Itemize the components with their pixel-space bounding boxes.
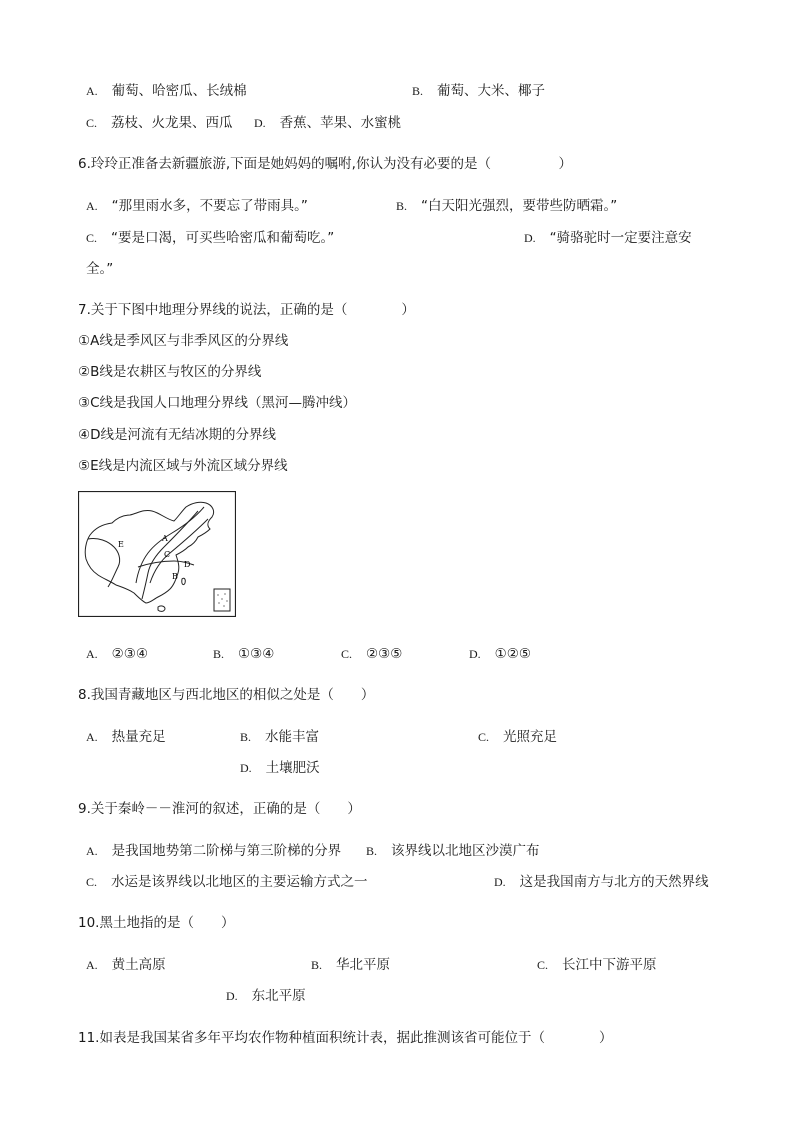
q10-option-a	[86, 956, 166, 974]
option-text: 黄土高原	[111, 957, 166, 973]
q7-stem: 7.关于下图中地理分界线的说法，正确的是（ ）	[78, 302, 415, 318]
option-letter: B.	[311, 958, 323, 972]
option-letter: A.	[86, 958, 98, 972]
option-letter: C.	[86, 116, 98, 130]
option-text: 香蕉、苹果、水蜜桃	[279, 115, 402, 131]
q6-option-a	[86, 197, 308, 215]
option-letter: C.	[537, 958, 549, 972]
option-letter: D.	[469, 647, 481, 661]
q8-stem: 8.我国青藏地区与西北地区的相似之处是（ ）	[78, 687, 375, 703]
option-letter: B.	[366, 844, 378, 858]
q10-stem: 10.黑土地指的是（ ）	[78, 915, 235, 931]
option-letter: C.	[86, 231, 98, 245]
q8-option-d	[240, 759, 320, 777]
q7-statement: ①A线是季风区与非季风区的分界线	[78, 333, 289, 349]
q6-option-d-wrap: 全。”	[86, 261, 114, 277]
option-text: 水能丰富	[265, 729, 320, 745]
q6-option-d	[524, 229, 692, 247]
map-label-b: B	[172, 572, 178, 581]
option-letter: D.	[524, 231, 536, 245]
q5-option-b	[412, 82, 545, 100]
q9-option-d	[494, 873, 709, 891]
q7-statement: ⑤E线是内流区域与外流区域分界线	[78, 458, 288, 474]
option-letter: B.	[240, 730, 252, 744]
q6-option-b	[396, 197, 617, 215]
option-letter: C.	[478, 730, 490, 744]
option-text: 光照充足	[503, 729, 558, 745]
option-text: 荔枝、火龙果、西瓜	[111, 115, 233, 131]
option-text: ②③④	[111, 646, 148, 662]
option-text: “白天阳光强烈，要带些防晒霜。”	[421, 198, 618, 214]
option-text: 葡萄、大米、椰子	[437, 83, 546, 99]
q7-statement: ②B线是农耕区与牧区的分界线	[78, 364, 262, 380]
option-letter: D.	[254, 116, 266, 130]
option-letter: B.	[412, 84, 424, 98]
q7-option-c	[341, 645, 402, 663]
q6-stem: 6.玲玲正准备去新疆旅游,下面是她妈妈的嘱咐,你认为没有必要的是（ ）	[78, 156, 572, 172]
q9-option-c	[86, 873, 368, 891]
option-text: 华北平原	[336, 957, 391, 973]
q10-option-d	[226, 987, 306, 1005]
q7-option-d	[469, 645, 531, 663]
option-text: 是我国地势第二阶梯与第三阶梯的分界	[111, 843, 342, 859]
q8-option-c	[478, 728, 557, 746]
option-text: 葡萄、哈密瓜、长绒棉	[111, 83, 247, 99]
option-letter: A.	[86, 84, 98, 98]
map-label-a: A	[162, 534, 168, 543]
option-letter: C.	[341, 647, 353, 661]
option-text: 该界线以北地区沙漠广布	[391, 843, 540, 859]
option-letter: C.	[86, 875, 98, 889]
option-letter: D.	[240, 761, 252, 775]
option-letter: D.	[226, 989, 238, 1003]
q9-option-b	[366, 842, 540, 860]
option-text: 长江中下游平原	[562, 957, 657, 973]
q8-option-b	[240, 728, 319, 746]
q10-option-b	[311, 956, 390, 974]
option-text: 这是我国南方与北方的天然界线	[519, 874, 709, 890]
option-text: “骑骆驼时一定要注意安	[549, 230, 692, 246]
option-letter: A.	[86, 199, 98, 213]
q5-option-c	[86, 114, 233, 132]
option-letter: A.	[86, 844, 98, 858]
q8-option-a	[86, 728, 166, 746]
option-letter: B.	[396, 199, 408, 213]
q9-option-a	[86, 842, 341, 860]
q7-option-b	[213, 645, 274, 663]
option-text: 水运是该界线以北地区的主要运输方式之一	[111, 874, 368, 890]
map-label-e: E	[118, 540, 124, 549]
q7-option-a	[86, 645, 148, 663]
map-label-c: C	[164, 550, 171, 559]
option-text: “那里雨水多，不要忘了带雨具。”	[111, 198, 308, 214]
q7-statement: ④D线是河流有无结冰期的分界线	[78, 427, 276, 443]
option-text: ②③⑤	[366, 646, 403, 662]
china-boundary-map	[78, 491, 236, 617]
option-text: 热量充足	[111, 729, 166, 745]
option-text: ①②⑤	[494, 646, 531, 662]
option-letter: D.	[494, 875, 506, 889]
q9-stem: 9.关于秦岭－－淮河的叙述，正确的是（ ）	[78, 801, 361, 817]
option-letter: A.	[86, 730, 98, 744]
q10-option-c	[537, 956, 657, 974]
q6-option-c	[86, 229, 334, 247]
option-letter: A.	[86, 647, 98, 661]
south-china-sea-inset	[214, 589, 230, 611]
q5-option-a	[86, 82, 247, 100]
option-letter: B.	[213, 647, 225, 661]
q5-option-d	[254, 114, 401, 132]
option-text: 东北平原	[251, 988, 306, 1004]
option-text: ①③④	[238, 646, 275, 662]
q11-stem: 11.如表是我国某省多年平均农作物种植面积统计表，据此推测该省可能位于（ ）	[78, 1030, 613, 1046]
map-label-d: D	[184, 560, 191, 569]
option-text: “要是口渴，可买些哈密瓜和葡萄吃。”	[111, 230, 335, 246]
q7-statement: ③C线是我国人口地理分界线（黑河—腾冲线）	[78, 395, 357, 411]
option-text: 土壤肥沃	[265, 760, 320, 776]
